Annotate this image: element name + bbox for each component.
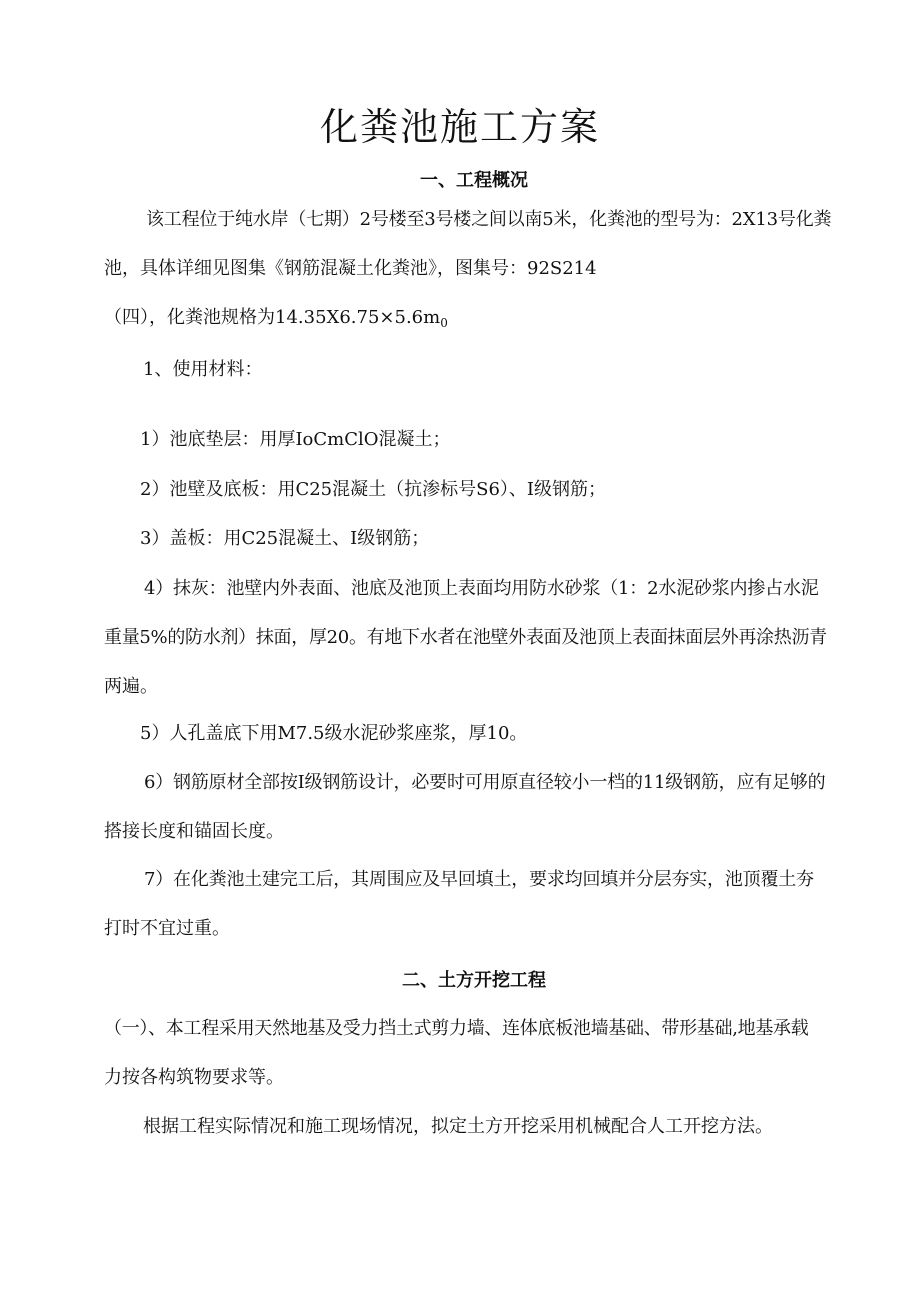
earthwork-para-2: 根据工程实际情况和施工现场情况，拟定土方开挖采用机械配合人工开挖方法。 (143, 1116, 773, 1137)
material-item-4-line-2: 重量5%的防水剂）抹面，厚20。有地下水者在池壁外表面及池顶上表面抹面层外再涂热沥青 (104, 627, 827, 648)
material-item-4-line-1: 4）抹灰：池壁内外表面、池底及池顶上表面均用防水砂浆（1：2水泥砂浆内掺占水泥 (144, 578, 819, 599)
material-item-7-line-2: 打时不宜过重。 (104, 918, 230, 939)
material-item-6-line-1: 6）钢筋原材全部按I级钢筋设计，必要时可用原直径较小一档的11级钢筋，应有足够的 (144, 772, 826, 793)
overview-line-3 (104, 306, 448, 335)
material-item-7-line-1: 7）在化粪池土建完工后，其周围应及早回填土，要求均回填并分层夯实，池顶覆土夯 (144, 869, 814, 890)
material-item-6-line-2: 搭接长度和锚固长度。 (104, 821, 284, 842)
section-heading-overview: 一、工程概况 (420, 170, 528, 191)
overview-line-2: 池，具体详细见图集《钢筋混凝土化粪池》，图集号：92S214 (104, 258, 597, 279)
overview-line-1: 该工程位于纯水岸（七期）2号楼至3号楼之间以南5米，化粪池的型号为：2X13号化粪 (146, 209, 832, 230)
spec-text: （四），化粪池规格为14.35X6.75×5.6m (104, 307, 441, 328)
material-item-2: 2）池壁及底板：用C25混凝土（抗渗标号S6）、I级钢筋； (140, 479, 607, 500)
material-item-4-line-3: 两遍。 (104, 676, 158, 697)
spec-subscript: 0 (440, 316, 448, 330)
material-item-5: 5）人孔盖底下用M7.5级水泥砂浆座浆，厚10。 (140, 723, 528, 744)
earthwork-para-1-line-2: 力按各构筑物要求等。 (104, 1067, 284, 1088)
document-title: 化粪池施工方案 (319, 105, 600, 149)
materials-heading: 1、使用材料： (143, 359, 263, 380)
material-item-3: 3）盖板：用C25混凝土、I级钢筋； (140, 528, 430, 549)
section-heading-earthwork: 二、土方开挖工程 (402, 970, 546, 991)
material-item-1: 1）池底垫层：用厚IoCmClO混凝土； (140, 429, 451, 450)
earthwork-para-1-line-1: （一）、本工程采用天然地基及受力挡土式剪力墙、连体底板池墙基础、带形基础,地基承载 (104, 1018, 809, 1039)
